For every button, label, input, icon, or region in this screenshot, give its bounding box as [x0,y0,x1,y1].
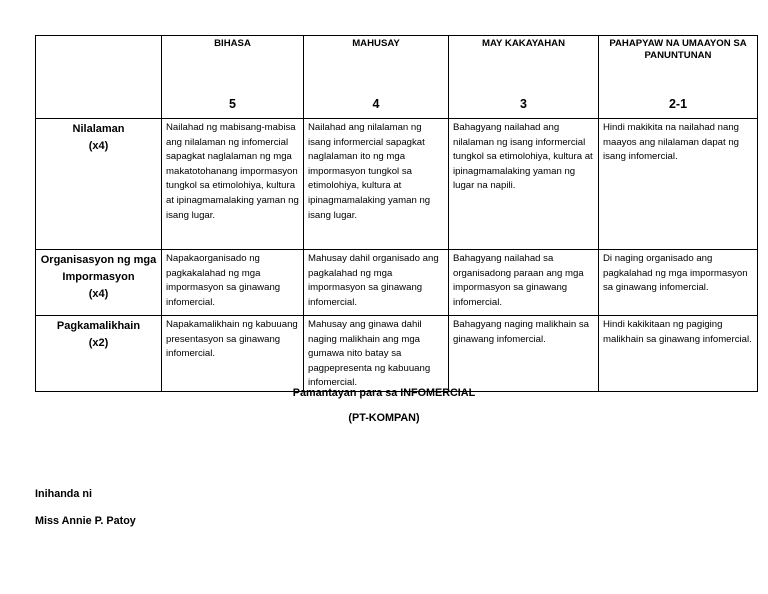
rubric-table [35,35,758,392]
descriptor-cell: Nailahad ng mabisang-mabisa ang nilalaman ng infomercial sapagkat naglalaman ng mga makatotohanang impormasyon tungkol sa etimolohiya, kultura at ipinagmamalaking yaman ng isang lugar. [162,119,304,250]
rubric-row-nilalaman [36,119,758,250]
descriptor-cell: Bahagyang nailahad ang nilalaman ng isang informercial tungkol sa etimolohiya, kultura at ipinagmamalaking yaman ng lugar na napili. [449,119,599,250]
header-level-pahapyaw [599,36,758,119]
criterion-weight: (x4) [88,140,109,152]
level-points: 2-1 [668,97,688,112]
descriptor-cell: Nailahad ang nilalaman ng isang informercial sapagkat naglalaman ito ng mga impormasyon tungkol sa etimolohiya, kultura at ipinagmamalaking yaman ng isang lugar. [304,119,449,250]
level-points: 4 [372,97,380,112]
descriptor-cell: Di naging organisado ang pagkalahad ng mga impormasyon sa ginawang infomercial. [599,250,758,316]
header-row [36,36,758,119]
criterion-label: Pagkamalikhain [56,320,141,332]
level-points: 3 [520,97,527,112]
criterion-cell [36,119,162,250]
criterion-weight: (x2) [88,337,109,349]
preparer-name: Miss Annie P. Patoy [35,515,136,527]
criterion-weight: (x4) [88,288,109,300]
prepared-by-label: Inihanda ni [35,488,92,500]
descriptor-cell: Napakamalikhain ng kabuuang presentasyon sa ginawang infomercial. [162,316,304,392]
rubric-subtitle: (PT-KOMPAN) [348,412,420,424]
descriptor-cell: Bahagyang naging malikhain sa ginawang infomercial. [449,316,599,392]
level-label: BIHASA [214,38,251,49]
criterion-cell [36,316,162,392]
header-empty-cell [36,36,162,119]
criterion-label: Nilalaman [72,123,125,135]
header-level-may-kakayahan [449,36,599,119]
descriptor-cell: Mahusay ang ginawa dahil naging malikhain ang mga gumawa nito batay sa pagpepresenta ng kabuuang infomercial. [304,316,449,392]
descriptor-cell: Napakaorganisado ng pagkakalahad ng mga impormasyon sa ginawang infomercial. [162,250,304,316]
header-level-mahusay [304,36,449,119]
rubric-row-pagkamalikhain [36,316,758,392]
level-label: MAY KAKAYAHAN [482,38,565,49]
level-label: PAHAPYAW NA UMAAYON SA PANUNTUNAN [609,38,747,61]
descriptor-cell: Hindi makikita na nailahad nang maayos ang nilalaman dapat ng isang infomercial. [599,119,758,250]
descriptor-cell: Mahusay dahil organisado ang pagkalahad ng mga impormasyon sa ginawang infomercial. [304,250,449,316]
descriptor-cell: Bahagyang nailahad sa organisadong paraan ang mga impormasyon sa ginawang infomercial. [449,250,599,316]
level-label: MAHUSAY [352,38,400,49]
criterion-label: Organisasyon ng mga Impormasyon [40,254,157,283]
criterion-cell [36,250,162,316]
header-level-bihasa [162,36,304,119]
level-points: 5 [229,97,236,112]
rubric-row-organisasyon [36,250,758,316]
rubric-title: Pamantayan para sa INFOMERCIAL [292,387,476,399]
descriptor-cell: Hindi kakikitaan ng pagiging malikhain sa ginawang infomercial. [599,316,758,392]
